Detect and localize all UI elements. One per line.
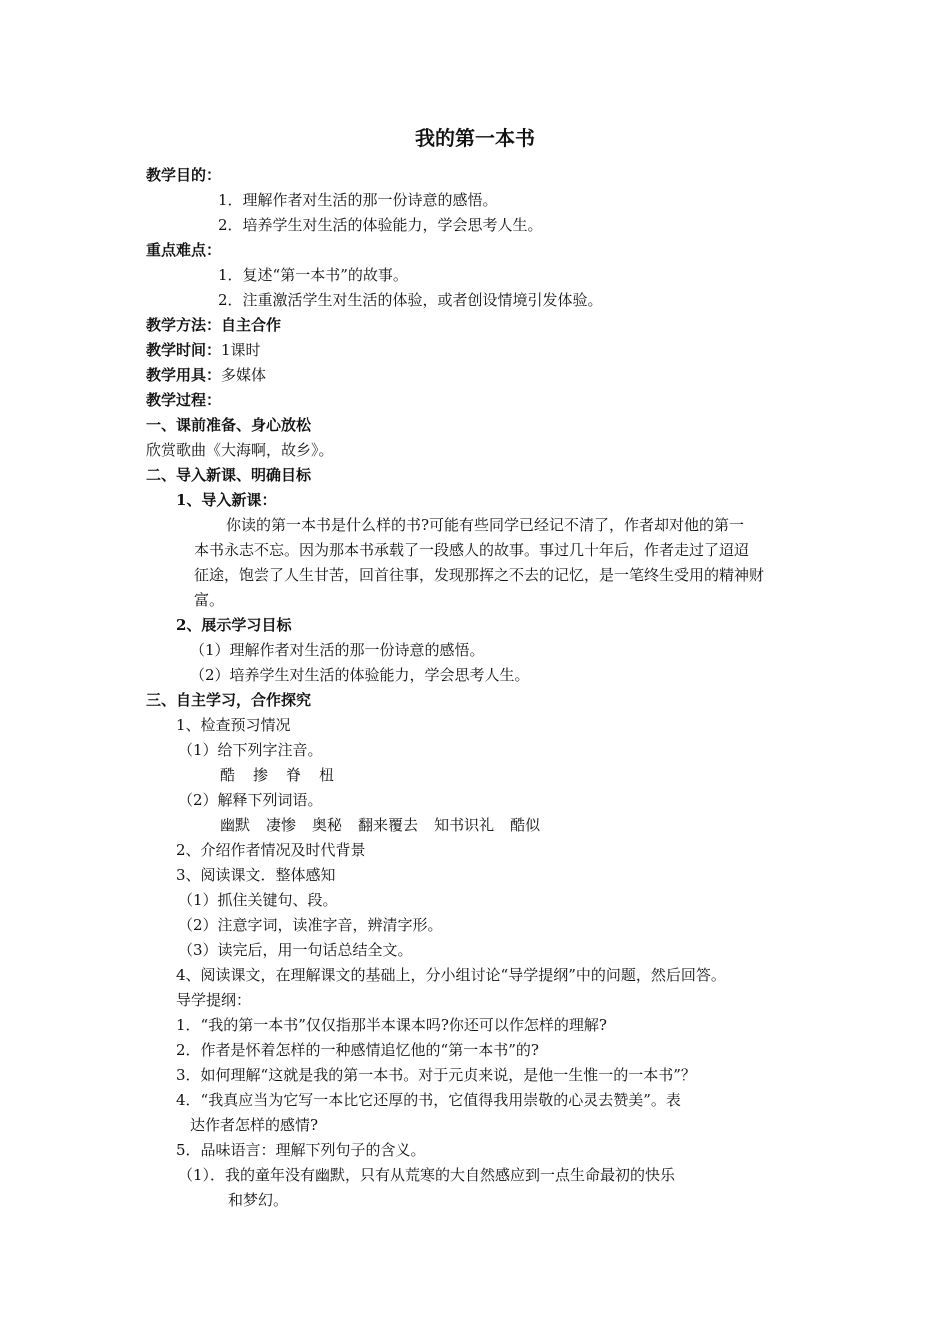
vocab-word: 奥秘 (312, 816, 343, 834)
time-row (146, 340, 261, 360)
check-preview: 1、检查预习情况 (176, 716, 291, 734)
vocab-word: 翻来覆去 (358, 816, 419, 834)
time-value: 1课时 (221, 341, 261, 359)
phonetic-char: 杻 (319, 766, 335, 784)
phonetic-char: 掺 (253, 766, 269, 784)
vocab-word: 酷似 (510, 816, 541, 834)
tools-label: 教学用具： (146, 366, 222, 384)
key-points-label: 重点难点： (146, 241, 222, 259)
section1-text: 欣赏歌曲《大海啊，故乡》。 (146, 441, 334, 459)
reading-item: （3）读完后，用一句话总结全文。 (178, 941, 413, 959)
discussion-instruction: 4、阅读课文，在理解课文的基础上，分小组讨论“导学提纲”中的问题，然后回答。 (176, 966, 726, 984)
learning-goal-item: （1）理解作者对生活的那一份诗意的感悟。 (190, 641, 485, 659)
outline-question-cont: 达作者怎样的感情? (190, 1116, 319, 1134)
section2-sub1: 1、导入新课： (176, 491, 277, 509)
goal-item: 2．培养学生对生活的体验能力，学会思考人生。 (218, 216, 543, 234)
key-point-item: 1．复述“第一本书”的故事。 (218, 266, 408, 284)
section2-heading: 二、导入新课、明确目标 (146, 466, 312, 484)
outline-question: 5．品味语言：理解下列句子的含义。 (176, 1141, 426, 1159)
process-label: 教学过程： (146, 391, 222, 409)
page-title: 我的第一本书 (415, 126, 535, 150)
section1-heading: 一、课前准备、身心放松 (146, 416, 312, 434)
goal-item: 1．理解作者对生活的那一份诗意的感悟。 (218, 191, 498, 209)
vocab-word: 幽默 (220, 816, 251, 834)
author-background: 2、介绍作者情况及时代背景 (176, 841, 366, 859)
key-point-item: 2．注重激活学生对生活的体验，或者创设情境引发体验。 (218, 291, 603, 309)
intro-paragraph-line: 富。 (194, 591, 225, 609)
sentence-item: （1）．我的童年没有幽默，只有从荒寒的大自然感应到一点生命最初的快乐 (178, 1166, 676, 1184)
phonetic-chars (220, 765, 352, 785)
reading-heading: 3、阅读课文．整体感知 (176, 866, 336, 884)
reading-item: （1）抓住关键句、段。 (178, 891, 338, 909)
time-label: 教学时间： (146, 341, 222, 359)
goals-label: 教学目的： (146, 166, 222, 184)
outline-question: 3．如何理解“这就是我的第一本书。对于元贞来说，是他一生惟一的一本书”？ (176, 1066, 696, 1084)
sentence-item-cont: 和梦幻。 (228, 1191, 289, 1209)
outline-question: 4．“我真应当为它写一本比它还厚的书，它值得我用崇敬的心灵去赞美”。表 (176, 1091, 681, 1109)
intro-paragraph-line: 本书永志不忘。因为那本书承载了一段感人的故事。事过几十年后，作者走过了迢迢 (194, 541, 750, 559)
method-label: 教学方法： (146, 316, 222, 334)
outline-question: 1．“我的第一本书”仅仅指那半本课本吗?你还可以作怎样的理解? (176, 1016, 607, 1034)
learning-goal-item: （2）培养学生对生活的体验能力，学会思考人生。 (190, 666, 530, 684)
section2-sub2: 2、展示学习目标 (176, 616, 292, 634)
method-row (146, 315, 281, 335)
intro-paragraph-line: 征途，饱尝了人生甘苦，回首往事，发现那挥之不去的记忆，是一笔终生受用的精神财 (194, 566, 765, 584)
words-label: （2）解释下列词语。 (178, 791, 323, 809)
outline-label: 导学提纲： (176, 991, 252, 1009)
phonetic-char: 酷 (220, 766, 236, 784)
method-value: 自主合作 (221, 316, 282, 334)
vocab-word: 凄惨 (266, 816, 297, 834)
section3-heading: 三、自主学习，合作探究 (146, 691, 312, 709)
reading-item: （2）注意字词，读准字音，辨清字形。 (178, 916, 443, 934)
outline-question: 2．作者是怀着怎样的一种感情追忆他的“第一本书”的? (176, 1041, 539, 1059)
vocab-word: 知书识礼 (434, 816, 495, 834)
phonetic-char: 脊 (286, 766, 302, 784)
intro-paragraph-line: 你读的第一本书是什么样的书?可能有些同学已经记不清了，作者却对他的第一 (226, 516, 745, 534)
phonetic-label: （1）给下列字注音。 (178, 741, 323, 759)
tools-value: 多媒体 (221, 366, 267, 384)
vocab-words (220, 815, 540, 835)
tools-row (146, 365, 266, 385)
